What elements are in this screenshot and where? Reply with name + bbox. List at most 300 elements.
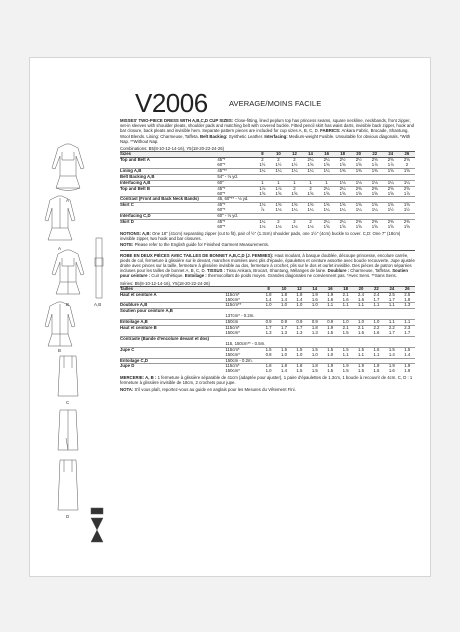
yardage-cell: 1.5 — [358, 368, 365, 374]
yardage-cell: 1.5 — [307, 347, 322, 352]
english-yardage-table — [120, 151, 415, 230]
yardage-cell: 1.1 — [369, 303, 384, 309]
row-label: Skirt D — [120, 220, 217, 225]
yardage-cell: 1⅝ — [355, 224, 362, 229]
yardage-cell: 2⅜ — [367, 186, 383, 191]
row-fabric-width: 60"* — [217, 207, 226, 213]
yardage-cell: 1⅝ — [323, 190, 330, 196]
yardage-cell: 1.9 — [307, 292, 322, 297]
yardage-cell: 2¼ — [335, 186, 351, 191]
yardage-cell: 1 — [270, 180, 286, 186]
yardage-cell: 2.1 — [353, 326, 368, 331]
description-text: Close-fitting, lined peplum top has princess seams, square neckline, neckbands, front zipper, set-in sleeves with shoulder pleats, shoulder pads and matching belt with covered buckle. Fitted pencil skirt has waist darts, invisible back zipper, hook and bar closure, back pleats and invisible hem. Separate pattern pieces are included for cup sizes A, B, C, D. — [120, 118, 415, 134]
notions-text: One 18" (41cm) separating zipper (cut to fit), pair of ½" (1.3cm) shoulder pads, one 1½" (4cm) buckle to cover. C,D: One 7" (18cm) invisible zipper, two hook and bar closures. — [120, 230, 401, 242]
yardage-cell: 1.0 — [369, 320, 384, 326]
sizes-header: Sizes — [120, 152, 217, 158]
row-label: Haut et ceinture B — [120, 326, 225, 331]
yardage-cell: 1⅛ — [367, 180, 383, 186]
yardage-cell: 1.1 — [342, 351, 349, 357]
note-label: NOTE: — [120, 242, 134, 248]
yardage-cell: 1 — [319, 180, 335, 186]
label-ab: A,B — [94, 302, 102, 307]
yardage-cell: 1½ — [387, 207, 394, 213]
yardage-cell: 2⅜ — [351, 186, 367, 191]
yardage-cell: 1⅛ — [259, 224, 266, 229]
row-fabric-width: 115cm* — [225, 347, 261, 352]
yardage-cell: 2½ — [335, 158, 351, 163]
yardage-cell: 1⅝ — [371, 224, 378, 229]
row-fabric-width: 115cm** — [225, 303, 261, 309]
yardage-cell: 1¼ — [270, 168, 286, 174]
yardage-cell: 1.5 — [276, 347, 291, 352]
tissus-text: Tissu Ankara, Brocart, Shantung, Mélanges de laine. — [226, 268, 327, 274]
yardage-cell: 1⅝ — [307, 190, 314, 196]
row-fabric-width: 60"* — [217, 224, 226, 229]
yardage-cell: 1⅝ — [387, 224, 394, 229]
nota-text: S'il vous plaît, reportez-vous au guide en anglais pour les Mesures du Vêtement Fini. — [134, 386, 296, 392]
doublure-text: Charmeuse, Taffetas. — [350, 268, 391, 274]
yardage-cell: 1.5 — [400, 347, 415, 352]
row-fabric-width: 150cm* — [225, 351, 240, 357]
pattern-number: V2006 — [135, 88, 208, 118]
row-label: Doublure A,B — [120, 303, 225, 309]
yardage-cell: 1⅝ — [323, 162, 330, 168]
row-label: Top and Belt B — [120, 186, 217, 191]
row-label: Top and Belt A — [120, 158, 217, 163]
yardage-cell: 1.9 — [323, 292, 338, 297]
yardage-cell: 1⅛ — [335, 180, 351, 186]
top-b-back-sketch — [45, 302, 75, 346]
belt-backing-text: Synthetic Leather. — [228, 133, 264, 139]
yardage-cell: 1.7 — [388, 296, 395, 302]
yardage-cell: 1.4 — [281, 368, 287, 374]
hourglass-icon — [91, 508, 103, 542]
yardage-cell: 1.5 — [338, 347, 353, 352]
yardage-cell: 1.6 — [388, 368, 395, 374]
yardage-cell: 1¼ — [286, 168, 302, 174]
yardage-cell: 0.9 — [323, 320, 338, 326]
mercerie-label: MERCERIE: A, B : — [120, 375, 157, 381]
yardage-cell: 2.5 — [400, 292, 415, 297]
size-header-cell: 20 — [351, 152, 367, 158]
nota-label: NOTA: — [120, 386, 134, 392]
yardage-cell: 1⅞ — [371, 162, 378, 168]
yardage-cell: 2.5 — [384, 292, 399, 297]
yardage-cell: 1⅝ — [303, 203, 319, 208]
size-header-cell: 20 — [353, 286, 368, 292]
yardage-cell: 1⅝ — [383, 168, 399, 174]
yardage-cell: 1⅝ — [319, 203, 335, 208]
yardage-cell: 1.8 — [261, 364, 276, 369]
fabrics-text: Ankara Fabric, Brocade, Shantung, Wool Blends. Lining: Charmeuse, Taffeta. — [120, 128, 409, 139]
yardage-cell: 2¼ — [319, 186, 335, 191]
yardage-cell: 1 — [286, 180, 302, 186]
yardage-cell: 1½ — [275, 162, 282, 168]
yardage-cell: 1.6 — [327, 296, 334, 302]
row-label: Contraste (Bande d'encolure devant et dos) — [120, 336, 225, 341]
yardage-cell: 1⅜ — [367, 168, 383, 174]
yardage-cell: 1.4 — [404, 351, 411, 357]
yardage-cell: 1⅝ — [270, 203, 286, 208]
size-header-cell: 24 — [383, 152, 399, 158]
yardage-cell: 1½ — [403, 207, 410, 213]
yardage-cell: 1.5 — [296, 368, 303, 374]
yardage-cell: 1 — [303, 180, 319, 186]
soutien-text: Cuir synthétique. — [151, 273, 184, 279]
row-label — [120, 225, 217, 230]
row-label: Interfacing C,D — [120, 214, 217, 220]
belt-backing-label: Belt Backing: — [200, 133, 228, 139]
yardage-cell: 1⅞ — [270, 186, 286, 191]
row-label: Belt Backing A,B — [120, 174, 217, 180]
yardage-cell: 1⅝ — [259, 190, 266, 196]
yardage-cell: 1⅝ — [399, 168, 415, 174]
yardage-cell: 1⅝ — [351, 203, 367, 208]
yardage-cell: 1.7 — [292, 326, 307, 331]
row-fabric-width: 60" — [217, 180, 254, 186]
row-fabric-width: 45"* — [217, 203, 254, 208]
yardage-cell: 1⅝ — [323, 224, 330, 229]
yardage-cell: 1.8 — [292, 364, 307, 369]
size-header-cell: 16 — [323, 286, 338, 292]
note-text: Please refer to the English guide for Finished Garment Measurements. — [134, 242, 270, 248]
size-header-cell: 16 — [319, 152, 335, 158]
yardage-cell: 1.0 — [276, 303, 291, 309]
yardage-cell: 1 — [254, 180, 270, 186]
yardage-cell: 1¼ — [307, 207, 314, 213]
size-header-cell: 10 — [276, 286, 291, 292]
yardage-cell: 2 — [405, 162, 409, 168]
yardage-cell: 2.2 — [384, 326, 399, 331]
yardage-cell: 1.9 — [404, 368, 411, 374]
yardage-cell: 2⅜ — [367, 220, 383, 225]
yardage-cell: 0.9 — [276, 320, 291, 326]
row-label: Haut et ceinture A — [120, 292, 225, 297]
row-fabric-width: 45"** — [217, 168, 254, 174]
yardage-cell: 1.9 — [323, 326, 338, 331]
yardage-cell: 2¼ — [303, 158, 319, 163]
label-a-2: A — [58, 246, 62, 251]
row-label: Lining A,B — [120, 168, 217, 174]
yardage-cell: 2 — [286, 158, 302, 163]
yardage-cell: 1.1 — [323, 303, 338, 309]
yardage-cell: 1.0 — [307, 303, 322, 309]
top-b-front-sketch — [52, 250, 84, 294]
yardage-cell: 2⅝ — [383, 158, 399, 163]
row-fabric-width: 115, 150cm** - 0.5m. — [225, 340, 266, 346]
yardage-cell: 1⅝ — [355, 190, 362, 196]
section-divider — [120, 250, 415, 251]
yardage-cell: 1.7 — [261, 326, 276, 331]
size-header-cell: 22 — [367, 152, 383, 158]
yardage-cell: 1⅛ — [351, 180, 367, 186]
yardage-cell: 1.4 — [296, 296, 303, 302]
yardage-cell: 2⅜ — [351, 220, 367, 225]
yardage-cell: 1⅝ — [335, 203, 351, 208]
yardage-cell: 1⅞ — [403, 190, 410, 196]
yardage-cell: 2⅜ — [383, 220, 399, 225]
yardage-cell: 1⅛ — [275, 224, 282, 229]
yardage-cell: 1.3 — [281, 329, 287, 335]
yardage-cell: 2⅝ — [399, 186, 415, 191]
description-title: MISSES' TWO-PIECE DRESS WITH A,B,C,D CUP SIZES: — [120, 118, 234, 123]
size-header-cell: 12 — [286, 152, 302, 158]
row-fabric-width: 115cm* — [225, 292, 261, 297]
english-section — [120, 118, 415, 392]
row-fabric-width: 60"* — [217, 162, 226, 168]
row-fabric-width: 150cm* — [225, 368, 240, 374]
yardage-cell: 1.3 — [265, 329, 272, 335]
row-fabric-width: 60"* — [217, 190, 226, 196]
yardage-cell: 2 — [286, 186, 302, 191]
yardage-cell: 2.1 — [338, 326, 353, 331]
yardage-cell: 2.1 — [338, 292, 353, 297]
yardage-cell: 1⅝ — [403, 224, 410, 229]
yardage-cell: 1⅝ — [371, 190, 378, 196]
french-yardage-table — [120, 286, 415, 375]
yardage-cell: 1.0 — [265, 368, 272, 374]
english-note — [120, 242, 415, 247]
yardage-cell: 1⅝ — [387, 190, 394, 196]
french-description-text: Haut moulant, à basque doublée, découpe princesse, encolure carrée, pieds de col, fermeture à glissière sur le devant, manches montées avec plis d'épaule, épaulettes et ceinture assortie avec boucle recouverte. Jupe ajustée droite avec pinces sur la taille, fermeture à glissière invisible au dos, fermeture à crochet, plis sur le dos et ourlet invisible. Des pièces de patron séparées incluses pour les tailles de bonnet A, B, C, D. — [120, 252, 415, 274]
yardage-cell: 1.4 — [388, 351, 395, 357]
size-header-cell: 12 — [292, 286, 307, 292]
size-header-cell: 22 — [369, 286, 384, 292]
size-header-cell: 14 — [307, 286, 322, 292]
yardage-cell: 1⅛ — [275, 207, 282, 213]
yardage-cell: 1¼ — [371, 207, 378, 213]
mercerie — [120, 375, 415, 385]
yardage-cell: 1.3 — [400, 303, 415, 309]
row-fabric-width: 60" - ⅛ yd. — [217, 214, 415, 220]
yardage-cell: 1.9 — [400, 364, 415, 369]
yardage-cell: 1¼ — [399, 180, 415, 186]
label-b-1: B — [66, 302, 70, 307]
yardage-cell: ⅞ — [260, 207, 265, 213]
row-fabric-width: 45"* — [217, 186, 254, 191]
label-c: C — [66, 400, 70, 405]
yardage-cell: 2.4 — [369, 292, 384, 297]
unsuitable-text: Unsuitable for obvious diagonals. *With Nap. **Without Nap. — [120, 133, 411, 144]
row-label: Interfacing A,B — [120, 180, 217, 186]
yardage-cell: 2 — [303, 186, 319, 191]
yardage-cell: 2 — [270, 220, 286, 225]
size-header-cell: 10 — [270, 152, 286, 158]
yardage-cell: 1⅜ — [335, 168, 351, 174]
yardage-cell: 1.6 — [342, 296, 349, 302]
table-row — [120, 369, 415, 374]
mercerie-text: 1 fermeture à glissière séparable de 41cm (adaptée pour ajuster), 1 paire d'épaulettes de 1.3cm, 1 boucle à recouvrir de 4cm. C, D : 1 fermeture à glissière invisible de 18cm, 2 crochets pour jupe. — [120, 375, 413, 386]
top-a-back-sketch — [45, 196, 75, 240]
yardage-cell: 1.1 — [338, 303, 353, 309]
yardage-cell: 1.1 — [353, 303, 368, 309]
row-fabric-width: 150cm* — [225, 329, 240, 335]
yardage-cell: 1.5 — [369, 347, 384, 352]
yardage-cell: 1.5 — [342, 329, 349, 335]
yardage-cell: 1.5 — [261, 347, 276, 352]
yardage-cell: 1.8 — [307, 364, 322, 369]
entoilage-label: Entoilage : — [184, 273, 207, 279]
yardage-cell: 1.8 — [292, 292, 307, 297]
yardage-cell: 1.0 — [327, 351, 334, 357]
row-fabric-width: 150cm* — [225, 296, 240, 302]
french-title: ROBE EN DEUX PIÈCES AVEC TAILLES DE BONNET A,B,C,D (J. FEMMES): — [120, 252, 274, 258]
yardage-cell: 1⅞ — [387, 162, 394, 168]
yardage-cell: 1.8 — [261, 292, 276, 297]
yardage-cell: 1⅝ — [275, 190, 282, 196]
row-label: Soutien pour ceinture A,B — [120, 309, 225, 314]
yardage-cell: 1.9 — [353, 364, 368, 369]
row-label: Entoilage A,B — [120, 320, 225, 326]
sens-text: *Avec Sens. **Sans Sens. — [346, 273, 397, 279]
yardage-cell: 2 — [270, 158, 286, 163]
yardage-cell: 1¼ — [303, 168, 319, 174]
yardage-cell: 2½ — [351, 158, 367, 163]
yardage-cell: 1⅝ — [399, 203, 415, 208]
fabrics-label: FABRICS: — [320, 128, 341, 134]
yardage-cell: 1.8 — [307, 326, 322, 331]
yardage-cell: 1⅝ — [367, 203, 383, 208]
table-row — [120, 225, 415, 230]
yardage-cell: 1.5 — [373, 368, 380, 374]
size-header-cell: 14 — [303, 152, 319, 158]
yardage-cell: 2 — [303, 220, 319, 225]
yardage-cell: 1⅝ — [339, 224, 346, 229]
tissus-label: TISSUS : — [206, 268, 226, 274]
yardage-cell: 1.0 — [292, 303, 307, 309]
yardage-cell: 1.9 — [338, 364, 353, 369]
yardage-cell: 1.1 — [384, 303, 399, 309]
yardage-cell: 1.5 — [311, 368, 318, 374]
yardage-cell: 1.5 — [327, 368, 334, 374]
belt-sketch — [95, 238, 103, 298]
yardage-cell: 1.0 — [338, 320, 353, 326]
yardage-cell: 0.8 — [265, 351, 272, 357]
yardage-cell: 1¼ — [355, 207, 362, 213]
yardage-cell: 0.9 — [307, 320, 322, 326]
yardage-cell: 0.9 — [292, 320, 307, 326]
yardage-cell: 1.4 — [281, 296, 287, 302]
yardage-cell: 1.8 — [404, 296, 411, 302]
label-b-2: B — [58, 348, 62, 353]
doublure-label: Doublure : — [327, 268, 350, 274]
soutien-label: Soutien pour ceinture : — [120, 268, 408, 279]
yardage-cell: 1¼ — [339, 207, 346, 213]
row-label: Entoilage C,D — [120, 358, 225, 364]
row-fabric-width: 137cm* - 0.2m. — [225, 313, 255, 319]
yardage-cell: 1¼ — [254, 168, 270, 174]
yardage-cell: 1⅝ — [286, 203, 302, 208]
yardage-cell: 1.1 — [400, 320, 415, 326]
yardage-cell: 2¼ — [335, 220, 351, 225]
yardage-cell: 1.7 — [276, 326, 291, 331]
yardage-cell: 2.3 — [400, 326, 415, 331]
yardage-cell: 2.4 — [353, 292, 368, 297]
yardage-cell: 1.6 — [311, 296, 318, 302]
yardage-cell: 1.7 — [373, 296, 380, 302]
garment-sketches — [38, 138, 118, 568]
yardage-cell: 1⅝ — [355, 162, 362, 168]
yardage-cell: 1¼ — [323, 207, 330, 213]
yardage-cell: 1⅞ — [254, 186, 270, 191]
row-fabric-width: 115cm* — [225, 364, 261, 369]
french-description — [120, 253, 415, 279]
yardage-cell: 1⅝ — [383, 203, 399, 208]
yardage-cell: 1½ — [259, 162, 266, 168]
yardage-cell: 1⅛ — [307, 224, 314, 229]
yardage-cell: 1.0 — [296, 351, 303, 357]
yardage-cell: 1.3 — [296, 329, 303, 335]
combinations-line: Combinations: B5(8-10-12-14-16), Y5(18-20-22-24-26) — [120, 146, 225, 152]
yardage-cell: 1.9 — [323, 364, 338, 369]
yardage-cell: 1¼ — [254, 220, 270, 225]
yardage-cell: 1⅝ — [339, 190, 346, 196]
yardage-cell: 1⅝ — [307, 162, 314, 168]
yardage-cell: 1.1 — [358, 351, 365, 357]
yardage-cell: 1½ — [291, 162, 298, 168]
size-header-cell: 26 — [400, 286, 415, 292]
yardage-cell: 1.5 — [323, 347, 338, 352]
yardage-cell: 1.7 — [388, 329, 395, 335]
yardage-cell: 1.9 — [384, 364, 399, 369]
size-header-cell: 8 — [261, 286, 276, 292]
interfacing-label: Interfacing: — [264, 133, 288, 139]
row-fabric-width: 115cm* — [225, 326, 261, 331]
yardage-cell: 1⅝ — [291, 190, 298, 196]
row-label: Jupe C — [120, 347, 225, 352]
yardage-cell: 1.0 — [311, 351, 318, 357]
yardage-cell: 1.4 — [265, 296, 272, 302]
yardage-cell: 1.6 — [358, 296, 365, 302]
yardage-cell: 1¼ — [383, 180, 399, 186]
size-header-cell: 18 — [335, 152, 351, 158]
row-label — [120, 369, 225, 374]
yardage-cell: 1¼ — [291, 207, 298, 213]
size-header-cell: 8 — [254, 152, 270, 158]
yardage-cell: 1.5 — [292, 347, 307, 352]
yardage-cell: 2 — [286, 220, 302, 225]
yardage-cell: 1.8 — [276, 364, 291, 369]
yardage-cell: 1.8 — [276, 292, 291, 297]
row-fabric-width: 45, 60"** - ⅛ yd. — [217, 197, 415, 203]
yardage-cell: 2¼ — [319, 220, 335, 225]
yardage-cell: 2 — [254, 158, 270, 163]
yardage-cell: 1.5 — [327, 329, 334, 335]
yardage-cell: 2⅜ — [399, 220, 415, 225]
row-fabric-width: 54" - ⅛ yd. — [217, 174, 415, 180]
pattern-envelope-back — [29, 57, 431, 577]
difficulty-label: AVERAGE/MOINS FACILE — [229, 99, 322, 108]
notions-label: NOTIONS: A,B: — [120, 230, 151, 236]
yardage-cell: 1.1 — [384, 320, 399, 326]
row-label: Skirt C — [120, 203, 217, 208]
entoilage-text: thermocollant de poids moyen. Grandes diagonales ne conviennent pas. — [207, 273, 346, 279]
yardage-cell: 1¼ — [319, 168, 335, 174]
yardage-cell: 1⅛ — [291, 224, 298, 229]
skirt-d-sketch — [58, 460, 78, 510]
french-section — [120, 253, 415, 392]
yardage-cell: 1.6 — [358, 329, 365, 335]
yardage-cell: 1.5 — [342, 368, 349, 374]
yardage-cell: 1.3 — [311, 329, 318, 335]
yardage-cell: 1.5 — [353, 347, 368, 352]
interfacing-text: Medium-weight Fusible. — [288, 133, 335, 139]
row-fabric-width: 150cm - 0.2m. — [225, 358, 415, 364]
yardage-cell: 2⅝ — [399, 158, 415, 163]
description — [120, 118, 415, 144]
yardage-cell: 1.0 — [261, 303, 276, 309]
row-label: Jupe D — [120, 364, 225, 369]
